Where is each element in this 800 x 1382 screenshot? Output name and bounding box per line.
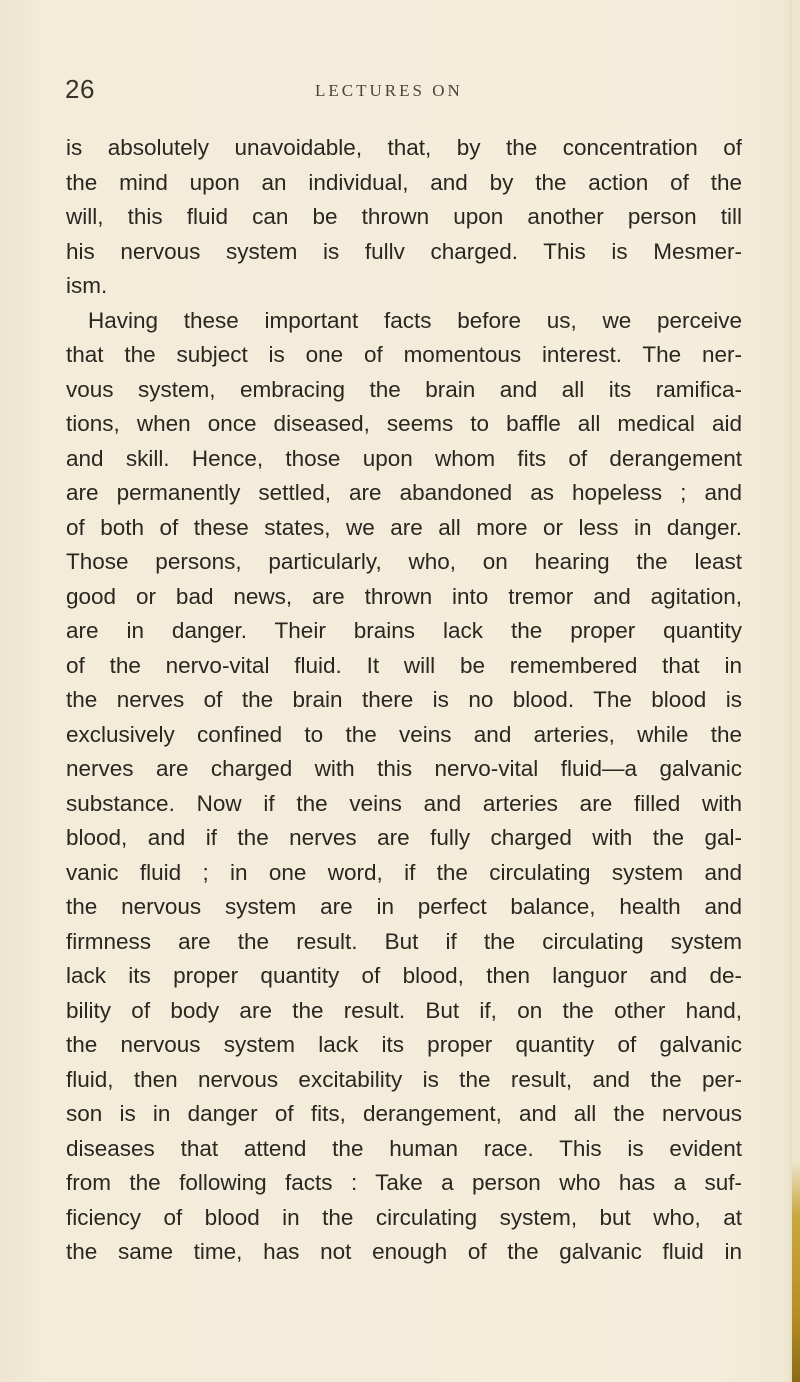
text-line: is absolutely unavoidable, that, by the concentration of — [66, 135, 742, 160]
text-line: Those persons, particularly, who, on hearing the least — [66, 549, 742, 574]
text-line: the same time, has not enough of the galvanic fluid in — [66, 1239, 742, 1264]
text-line: son is in danger of fits, derangement, and all the nervous — [66, 1101, 742, 1126]
text-line: that the subject is one of momentous interest. The ner- — [66, 342, 742, 367]
text-line: diseases that attend the human race. This is evident — [66, 1135, 742, 1161]
running-head: LECTURES ON — [315, 81, 463, 100]
text-line: Having these important facts before us, we perceive — [88, 307, 742, 333]
page-header — [65, 74, 755, 110]
text-line: are in danger. Their brains lack the proper quantity — [66, 618, 742, 643]
text-line: will, this fluid can be thrown upon another person till — [66, 204, 742, 229]
text-line: vous system, embracing the brain and all its ramifica- — [66, 376, 742, 402]
text-line: the nervous system lack its proper quantity of galvanic — [66, 1032, 742, 1057]
text-line: ism. — [66, 273, 108, 298]
text-line: exclusively confined to the veins and arteries, while the — [66, 721, 742, 747]
text-line: firmness are the result. But if the circulating system — [66, 928, 742, 954]
body-text — [66, 131, 742, 1270]
text-line: the mind upon an individual, and by the action of the — [66, 169, 742, 195]
text-line: the nervous system are in perfect balance, health and — [66, 894, 742, 919]
text-line: and skill. Hence, those upon whom fits of derangement — [66, 445, 742, 471]
text-line: vanic fluid ; in one word, if the circulating system and — [66, 859, 742, 885]
text-line: nerves are charged with this nervo-vital fluid—a galvanic — [66, 756, 742, 781]
text-line: are permanently settled, are abandoned as hopeless ; and — [66, 480, 742, 505]
text-line: his nervous system is fullv charged. This is Mesmer- — [66, 238, 742, 264]
text-line: the nerves of the brain there is no blood. The blood is — [66, 687, 742, 712]
text-line: of both of these states, we are all more or less in danger. — [66, 514, 742, 540]
text-line: ficiency of blood in the circulating system, but who, at — [66, 1204, 742, 1230]
gilded-page-edge — [792, 1160, 800, 1382]
page-number: 26 — [65, 74, 95, 104]
text-line: bility of body are the result. But if, on the other hand, — [66, 997, 742, 1023]
text-line: of the nervo-vital fluid. It will be remembered that in — [66, 652, 742, 678]
text-line: from the following facts : Take a person who has a suf- — [66, 1170, 742, 1195]
text-line: substance. Now if the veins and arteries are filled with — [66, 790, 742, 816]
text-line: blood, and if the nerves are fully charged with the gal- — [66, 825, 742, 850]
text-line: tions, when once diseased, seems to baffle all medical aid — [66, 411, 742, 436]
text-line: good or bad news, are thrown into tremor and agitation, — [66, 583, 742, 609]
text-line: fluid, then nervous excitability is the result, and the per- — [66, 1066, 742, 1092]
text-line: lack its proper quantity of blood, then languor and de- — [66, 963, 742, 988]
